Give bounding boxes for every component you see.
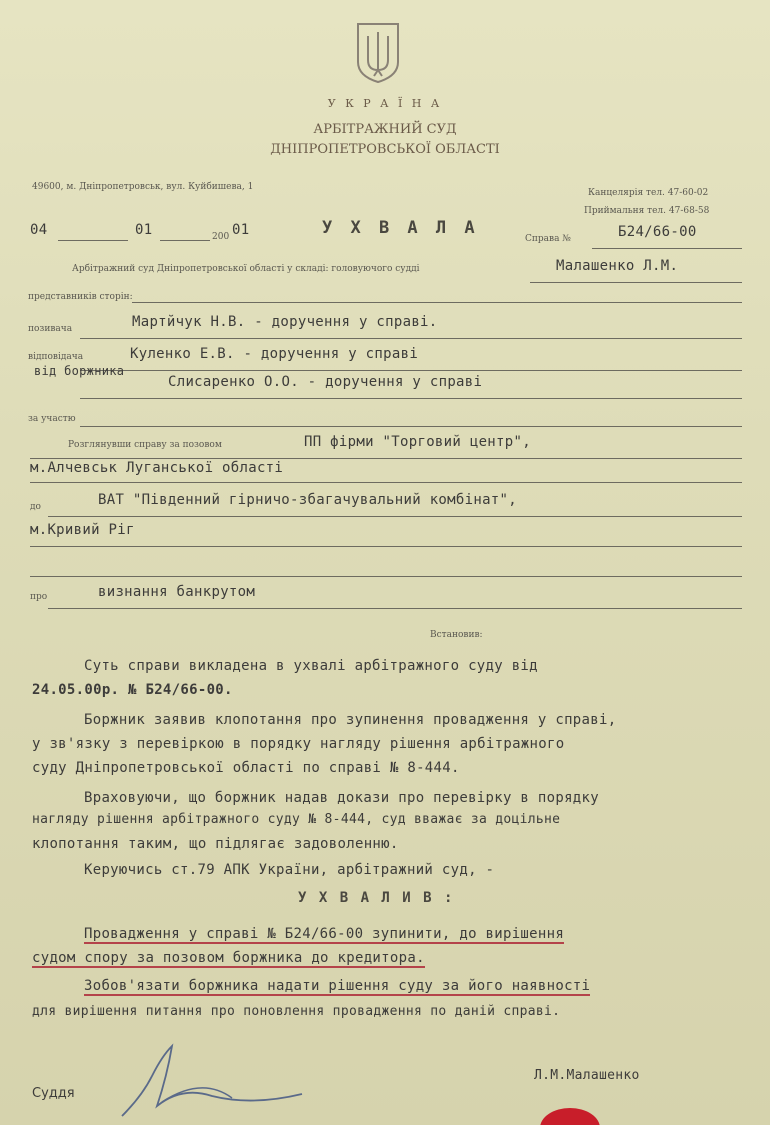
subject: визнання банкрутом (98, 584, 256, 600)
body-line-1: Суть справи викладена в ухвалі арбітражного суду від (84, 658, 538, 674)
debtor-label: від боржника (34, 364, 125, 378)
court-name-line1: АРБІТРАЖНИЙ СУД (313, 122, 457, 137)
plaintiff-representative: Мартйчук Н.В. - доручення у справі. (132, 314, 438, 330)
case-number-label: Справа № (525, 234, 571, 244)
phone-chancellery: Канцелярія тел. 47-60-02 (588, 188, 709, 198)
date-year-prefix: 200 (212, 232, 230, 242)
body-line-5: суду Дніпропетровської області по справі № 8-444. (32, 760, 460, 776)
body-line-7: нагляду рішення арбітражного суду № 8-444, суд вважає за доцільне (32, 812, 561, 827)
claimant-city: м.Алчевськ Луганської області (30, 460, 284, 476)
judge-label: Суддя (32, 1086, 75, 1101)
resolution-line-1: Провадження у справі № Б24/66-00 зупинити, до вирішення (84, 926, 565, 942)
intro-label: Арбітражний суд Дніпропетровської області у складі: головуючого судді (72, 264, 420, 274)
plaintiff-label: позивача (28, 324, 73, 334)
red-seal (540, 1108, 600, 1125)
resolution-line-3: Зобов'язати боржника надати рішення суду за його наявності (84, 978, 591, 994)
date-month: 01 (135, 222, 153, 238)
defendant-label: відповідача (28, 352, 84, 362)
body-line-8: клопотання таким, що підлягає задоволенню. (32, 836, 399, 852)
claimant: ПП фірми "Торговий центр", (304, 434, 531, 450)
body-line-2: 24.05.00р. № Б24/66-00. (32, 682, 233, 698)
resolution-line-4: для вирішення питання про поновлення провадження по даній справі. (32, 1004, 561, 1019)
established-label: Встановив: (430, 630, 483, 640)
country-name: У К Р А Ї Н А (327, 97, 443, 110)
to-label: до (30, 502, 41, 512)
resolved-heading: У Х В А Л И В : (298, 890, 455, 906)
date-day: 04 (30, 222, 48, 238)
body-line-6: Враховуючи, що боржник надав докази про перевірку в порядку (84, 790, 599, 806)
respondent: ВАТ "Південний гірничо-збагачувальний комбінат", (98, 492, 517, 508)
date-year-suffix: 01 (232, 222, 250, 238)
body-line-4: у зв'язку з перевіркою в порядку нагляду рішення арбітражного (32, 736, 565, 752)
participation-label: за участю (28, 414, 76, 424)
respondent-city: м.Кривий Ріг (30, 522, 135, 538)
body-line-3: Боржник заявив клопотання про зупинення провадження у справі, (84, 712, 617, 728)
about-label: про (30, 592, 48, 602)
coat-of-arms-icon (354, 20, 402, 84)
case-number: Б24/66-00 (618, 224, 697, 240)
resolution-line-2: судом спору за позовом боржника до кредитора. (32, 950, 425, 966)
judge-signature-name: Л.М.Малашенко (534, 1068, 640, 1083)
judge-signature (112, 1036, 322, 1125)
judge-name: Малашенко Л.М. (556, 258, 679, 274)
phone-reception: Приймальня тел. 47-68-58 (584, 206, 710, 216)
document-title: У Х В А Л А (322, 218, 479, 238)
claim-label: Розглянувши справу за позовом (68, 440, 222, 450)
debtor-representative: Слисаренко О.О. - доручення у справі (168, 374, 483, 390)
defendant-representative: Куленко Е.В. - доручення у справі (130, 346, 419, 362)
representatives-label: представників сторін: (28, 292, 133, 302)
court-name-line2: ДНІПРОПЕТРОВСЬКОЇ ОБЛАСТІ (270, 142, 500, 157)
body-line-9: Керуючись ст.79 АПК України, арбітражний суд, - (84, 862, 495, 878)
court-address: 49600, м. Дніпропетровськ, вул. Куйбишева, 1 (32, 182, 254, 192)
